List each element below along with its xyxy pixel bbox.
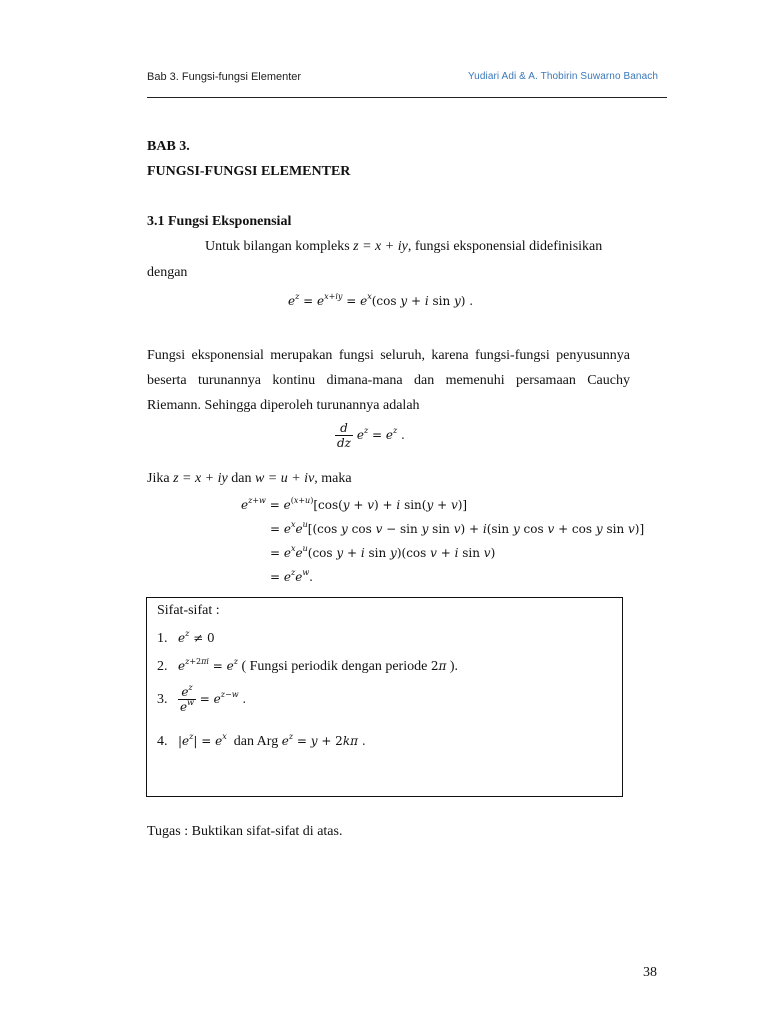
intro-text-a: Untuk bilangan kompleks bbox=[205, 239, 354, 254]
header-divider bbox=[147, 97, 667, 98]
properties-title: Sifat-sifat : bbox=[157, 603, 220, 618]
paragraph-entire-function: Fungsi eksponensial merupakan fungsi seluruh, karena fungsi-fungsi penyusunnya beserta turunannya kontinu dimana-mana dan memenuhi persamaan Cauchy Riemann. Sehingga diperoleh turunannya adalah bbox=[147, 348, 630, 413]
jika-text-b: dan bbox=[227, 471, 255, 486]
property-4-text: dan Arg bbox=[233, 734, 279, 749]
intro-text-b: , fungsi eksponensial didefinisikan bbox=[407, 239, 603, 254]
property-3-num: 3. bbox=[157, 692, 168, 707]
page-number: 38 bbox=[643, 965, 657, 980]
chapter-title: FUNGSI-FUNGSI ELEMENTER bbox=[147, 164, 351, 179]
jika-z: z = x + iy bbox=[173, 471, 228, 486]
property-1: 1. $e^z \ne 0$ bbox=[157, 629, 215, 646]
property-4: 4. $|e^z| = e^x$ dan Arg $e^z = y + 2k\pi$ . bbox=[157, 732, 366, 749]
properties-box bbox=[146, 597, 623, 797]
derivative-equation: $\frac{d}{dz}$ $e^z = e^z$ . bbox=[337, 421, 405, 450]
sum-equation-line-2: = $e^xe^u[(\cos$ y cos v − sin y sin v) + i(sin y cos v + cos y sin v)] bbox=[270, 520, 645, 536]
task-text: Tugas : Buktikan sifat-sifat di atas. bbox=[147, 824, 343, 839]
running-header-left: Bab 3. Fungsi-fungsi Elementer bbox=[147, 71, 302, 83]
section-title: 3.1 Fungsi Eksponensial bbox=[147, 214, 292, 229]
intro-line bbox=[205, 237, 602, 257]
property-2: 2. $e^{z+2\pi i} = e^z$ ( Fungsi periodik dengan periode 2π ). bbox=[157, 657, 459, 674]
jika-line bbox=[147, 469, 352, 489]
jika-text-a: Jika bbox=[147, 471, 174, 486]
intro-continuation: dengan bbox=[147, 265, 188, 280]
chapter-number: BAB 3. bbox=[147, 139, 190, 154]
sum-equation-line-1: $e^{z+w} = e^{(x+u)}[\cos(y + v) + i$ sin(y + v)] bbox=[241, 496, 468, 512]
sum-equation-line-4: = $e^ze^w$. bbox=[270, 568, 313, 584]
property-2-num: 2. bbox=[157, 659, 168, 674]
jika-w: w = u + iv bbox=[254, 471, 315, 486]
property-4-num: 4. bbox=[157, 734, 168, 749]
running-header-right: Yudiari Adi & A. Thobirin Suwarno Banach bbox=[467, 71, 658, 82]
sum-equation-line-3: = $e^xe^u(\cos$ y + i sin y)(cos v + i sin v) bbox=[270, 544, 496, 560]
definition-equation: $e^z = e^{x+iy} = e^x(\cos$ y + i sin y) . bbox=[288, 292, 474, 308]
jika-text-c: , maka bbox=[314, 471, 352, 486]
property-3: 3. $\frac{e^z}{e^w}$ = $e^{z-w}$ . bbox=[157, 683, 247, 714]
property-2-text: ( Fungsi periodik dengan periode bbox=[241, 659, 431, 674]
property-1-num: 1. bbox=[157, 631, 168, 646]
intro-variable: z = x + iy bbox=[353, 239, 408, 254]
